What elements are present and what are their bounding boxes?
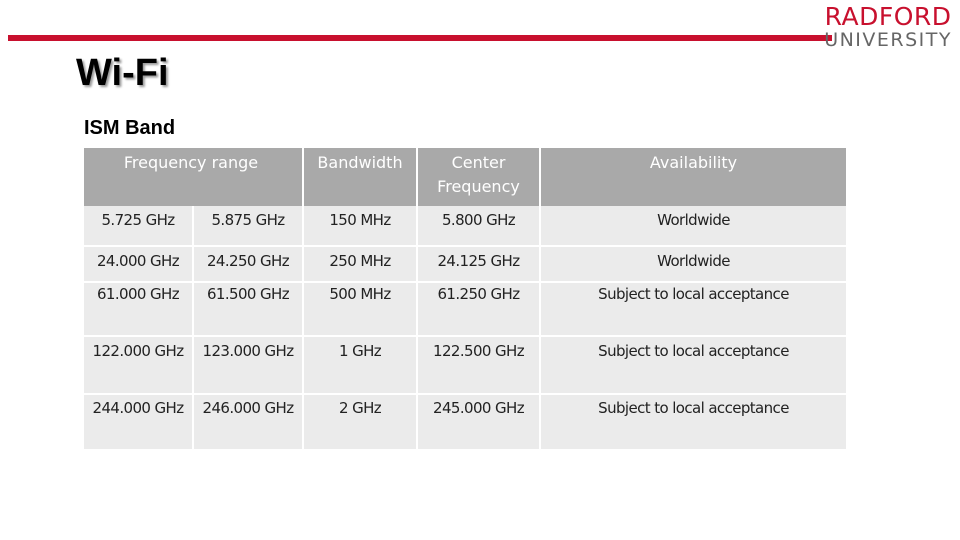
logo-line-radford: RADFORD — [824, 2, 952, 31]
cell-bandwidth: 150 MHz — [303, 206, 417, 246]
cell-range-end: 24.250 GHz — [193, 246, 303, 282]
cell-availability: Subject to local acceptance — [540, 394, 846, 450]
cell-range-start: 5.725 GHz — [84, 206, 193, 246]
cell-range-end: 246.000 GHz — [193, 394, 303, 450]
cell-bandwidth: 1 GHz — [303, 336, 417, 394]
cell-center-frequency: 24.125 GHz — [417, 246, 540, 282]
header-center-frequency: Center Frequency — [417, 148, 540, 206]
slide-subtitle: ISM Band — [84, 117, 176, 139]
cell-center-frequency: 122.500 GHz — [417, 336, 540, 394]
cell-center-frequency: 245.000 GHz — [417, 394, 540, 450]
cell-bandwidth: 2 GHz — [303, 394, 417, 450]
cell-availability: Subject to local acceptance — [540, 282, 846, 336]
table-row — [84, 394, 846, 450]
cell-availability: Worldwide — [540, 206, 846, 246]
slide-title: Wi-Fi — [76, 52, 169, 94]
cell-range-end: 61.500 GHz — [193, 282, 303, 336]
table-row — [84, 336, 846, 394]
header-availability: Availability — [540, 148, 846, 206]
cell-bandwidth: 500 MHz — [303, 282, 417, 336]
ism-band-table — [84, 148, 846, 451]
table-row — [84, 282, 846, 336]
table-row — [84, 206, 846, 246]
header-frequency-range: Frequency range — [84, 148, 303, 206]
cell-range-start: 24.000 GHz — [84, 246, 193, 282]
university-logo — [824, 4, 952, 50]
cell-range-start: 122.000 GHz — [84, 336, 193, 394]
cell-bandwidth: 250 MHz — [303, 246, 417, 282]
cell-range-end: 5.875 GHz — [193, 206, 303, 246]
cell-range-end: 123.000 GHz — [193, 336, 303, 394]
header-rule — [8, 35, 832, 41]
header-bandwidth: Bandwidth — [303, 148, 417, 206]
table-row — [84, 246, 846, 282]
cell-availability: Subject to local acceptance — [540, 336, 846, 394]
cell-availability: Worldwide — [540, 246, 846, 282]
cell-center-frequency: 61.250 GHz — [417, 282, 540, 336]
cell-range-start: 244.000 GHz — [84, 394, 193, 450]
table-header-row — [84, 148, 846, 206]
logo-line-university: UNIVERSITY — [824, 29, 952, 51]
cell-center-frequency: 5.800 GHz — [417, 206, 540, 246]
cell-range-start: 61.000 GHz — [84, 282, 193, 336]
